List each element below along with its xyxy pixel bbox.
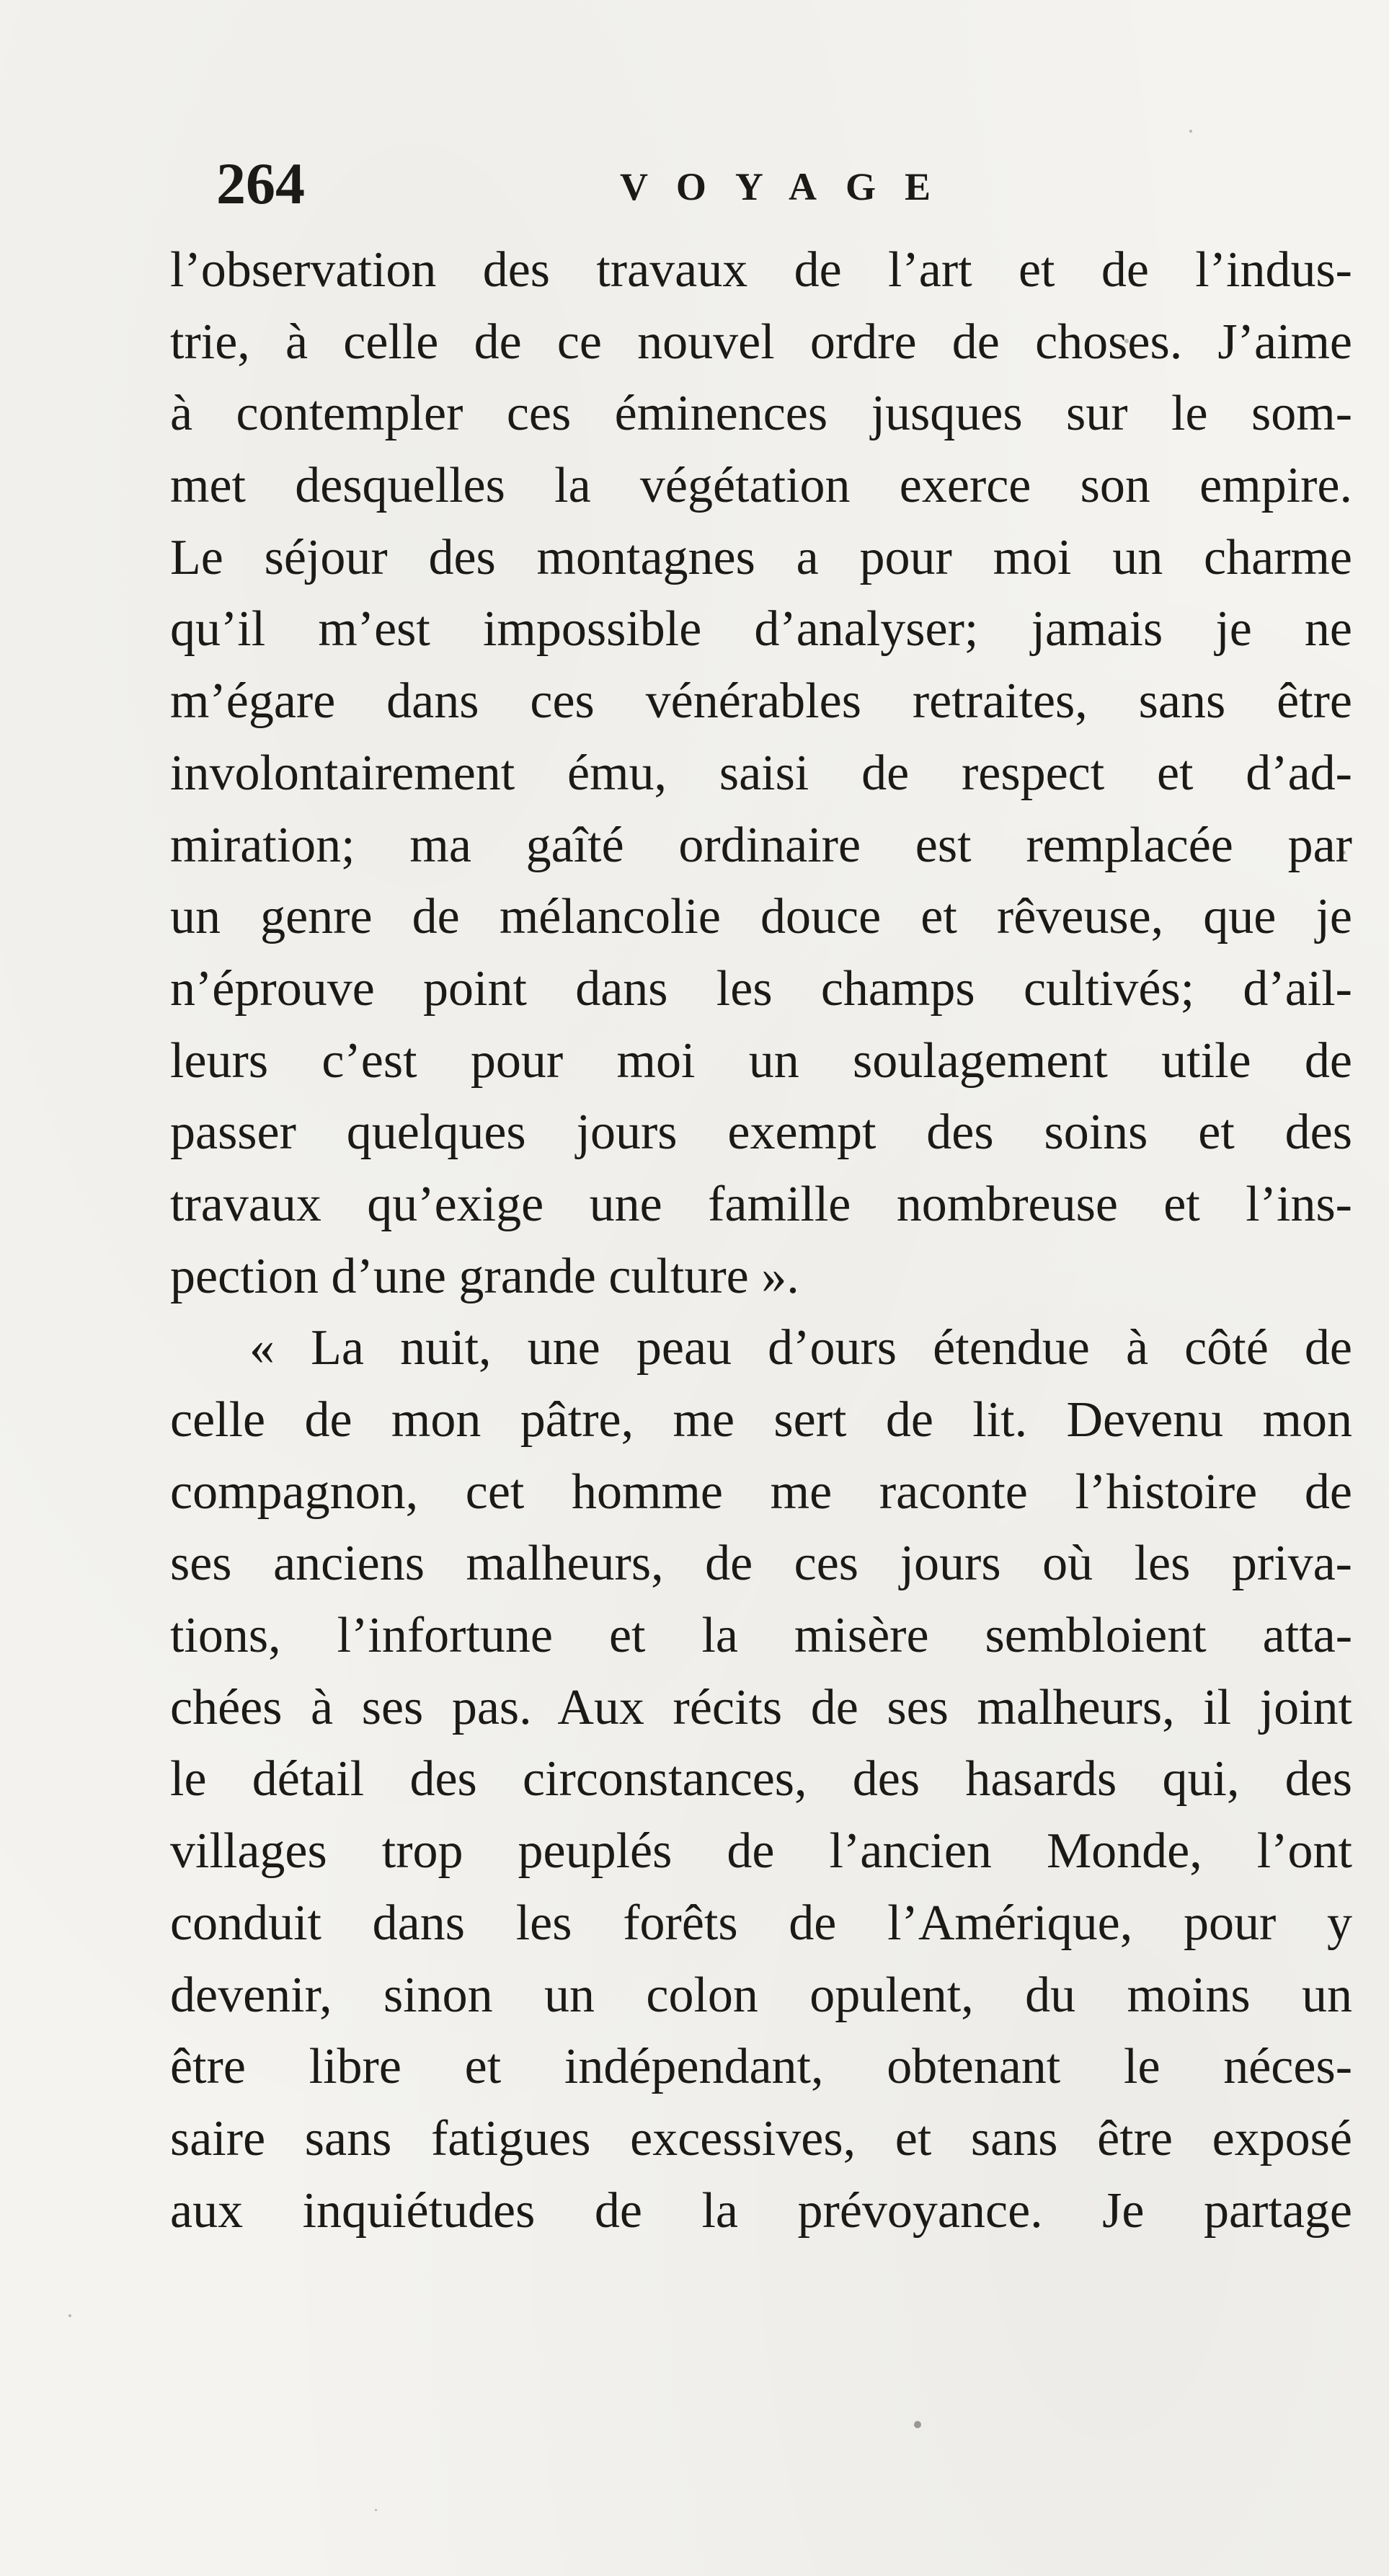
page-header xyxy=(216,144,1341,223)
text-line: devenir, sinon un colon opulent, du moins un xyxy=(170,1967,1352,2023)
text-line: ses anciens malheurs, de ces jours où les priva- xyxy=(170,1536,1352,1592)
text-line: villages trop peuplés de l’ancien Monde, l’ont xyxy=(170,1823,1352,1880)
body-text xyxy=(170,234,1352,2247)
text-line: m’égare dans ces vénérables retraites, sans être xyxy=(170,673,1352,730)
text-line: conduit dans les forêts de l’Amérique, pour y xyxy=(170,1895,1352,1951)
text-line: chées à ses pas. Aux récits de ses malheurs, il joint xyxy=(170,1679,1352,1735)
text-line: passer quelques jours exempt des soins et des xyxy=(170,1105,1352,1161)
text-line: le détail des circonstances, des hasards qui, des xyxy=(170,1751,1352,1807)
running-head: VOYAGE xyxy=(620,165,959,208)
text-line: tions, l’infortune et la misère sembloient atta- xyxy=(170,1608,1352,1664)
text-line: travaux qu’exige une famille nombreuse et l’ins- xyxy=(170,1176,1352,1232)
text-line: met desquelles la végétation exerce son empire. xyxy=(170,458,1352,514)
text-line: l’observation des travaux de l’art et de l’indus- xyxy=(170,242,1352,298)
text-line: saire sans fatigues excessives, et sans être exposé xyxy=(170,2110,1352,2166)
text-line: celle de mon pâtre, me sert de lit. Devenu mon xyxy=(170,1392,1352,1448)
text-line: n’éprouve point dans les champs cultivés; d’ail- xyxy=(170,960,1352,1017)
text-line: Le séjour des montagnes a pour moi un charme xyxy=(170,529,1352,585)
text-line: qu’il m’est impossible d’analyser; jamais je ne xyxy=(170,601,1352,658)
text-line: aux inquiétudes de la prévoyance. Je partage xyxy=(170,2182,1352,2239)
text-line: involontairement ému, saisi de respect et d’ad- xyxy=(170,745,1352,801)
text-line: leurs c’est pour moi un soulagement utile de xyxy=(170,1032,1352,1089)
text-line: à contempler ces éminences jusques sur le som- xyxy=(170,386,1352,442)
page-number: 264 xyxy=(216,151,305,216)
text-line: trie, à celle de ce nouvel ordre de choses. J’aime xyxy=(170,314,1352,370)
text-line: un genre de mélancolie douce et rêveuse, que je xyxy=(170,889,1352,945)
text-line: être libre et indépendant, obtenant le néces- xyxy=(170,2039,1352,2095)
paragraph-end-line: pection d’une grande culture ». xyxy=(170,1248,799,1304)
text-line: compagnon, cet homme me raconte l’histoire de xyxy=(170,1464,1352,1520)
text-line: miration; ma gaîté ordinaire est remplacée par xyxy=(170,817,1352,873)
paragraph-start-line: « La nuit, une peau d’ours étendue à côté de xyxy=(249,1320,1352,1376)
